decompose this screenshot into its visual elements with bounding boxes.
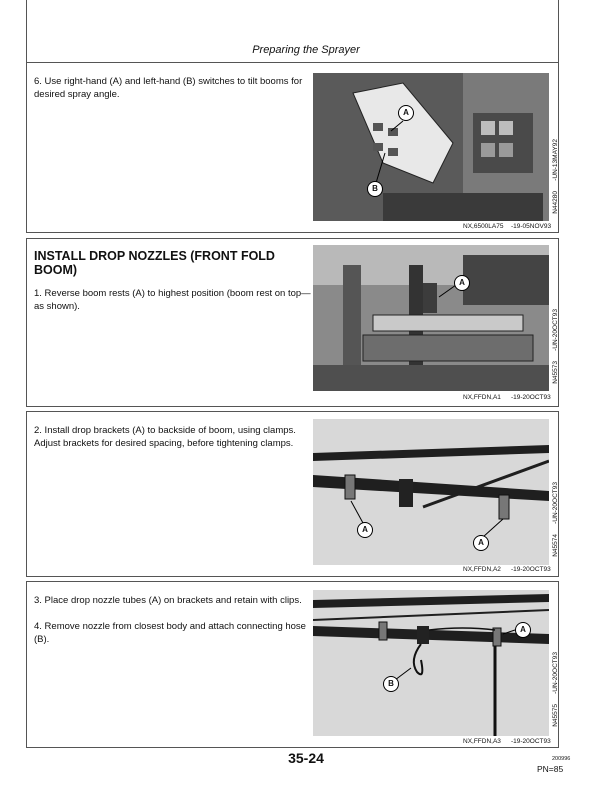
- callout-b: B: [383, 676, 399, 692]
- callout-a: A: [473, 535, 489, 551]
- page-number: 35-24: [288, 750, 324, 766]
- drop-brackets-photo: [313, 419, 549, 565]
- publication-id: PN=85: [537, 764, 564, 774]
- install-drop-nozzles-block: [26, 238, 559, 407]
- boom-rest-photo: [313, 245, 549, 391]
- callout-b: B: [367, 181, 383, 197]
- photo-id: N45574: [552, 534, 559, 557]
- callout-a: A: [515, 622, 531, 638]
- section-heading: INSTALL DROP NOZZLES (FRONT FOLD BOOM): [34, 249, 275, 277]
- photo-date-code: -UN-20OCT93: [552, 482, 559, 524]
- step-6-paragraph: 6. Use right-hand (A) and left-hand (B) switches to tilt booms for desired spray angle.: [34, 76, 303, 100]
- step-6-block: [26, 62, 559, 233]
- install-drop-nozzles-text: [34, 249, 314, 326]
- step-4-paragraph: 4. Remove nozzle from closest body and attach connecting hose (B).: [34, 621, 306, 645]
- photo-date-code: -UN-20OCT93: [552, 652, 559, 694]
- caption-left: NX,FFDN,A3: [463, 738, 501, 745]
- photo-id: N45573: [552, 361, 559, 384]
- step-2-paragraph: 2. Install drop brackets (A) to backside of boom, using clamps. Adjust brackets for desired spacing, before tightening clamps.: [34, 425, 296, 449]
- caption-left: NX,6500LA75: [463, 223, 504, 230]
- caption-right: -19-20OCT93: [511, 738, 551, 745]
- step-2-block: [26, 411, 559, 577]
- step-6-text: [34, 75, 314, 114]
- step-2-text: [34, 424, 314, 463]
- callout-a: A: [357, 522, 373, 538]
- drop-nozzle-tubes-photo: [313, 590, 549, 736]
- step-3-paragraph: 3. Place drop nozzle tubes (A) on brackets and retain with clips.: [34, 595, 302, 606]
- steps-3-4-text: [34, 594, 314, 659]
- callout-a: A: [454, 275, 470, 291]
- running-head: Preparing the Sprayer: [252, 44, 360, 56]
- caption-left: NX,FFDN,A1: [463, 394, 501, 401]
- step-1-paragraph: 1. Reverse boom rests (A) to highest position (boom rest on top—as shown).: [34, 288, 311, 312]
- caption-left: NX,FFDN,A2: [463, 566, 501, 573]
- callout-a: A: [398, 105, 414, 121]
- caption-right: -19-05NOV93: [511, 223, 552, 230]
- photo-id: N45575: [552, 704, 559, 727]
- steps-3-4-block: [26, 581, 559, 748]
- photo-date-code: -UN-20OCT93: [552, 309, 559, 351]
- tilt-switch-photo: [313, 73, 549, 221]
- caption-right: -19-20OCT93: [511, 394, 551, 401]
- photo-date-code: -UN-13MAY92: [552, 139, 559, 181]
- caption-right: -19-20OCT93: [511, 566, 551, 573]
- photo-id: N44280: [552, 191, 559, 214]
- publication-code: 200996: [552, 756, 571, 762]
